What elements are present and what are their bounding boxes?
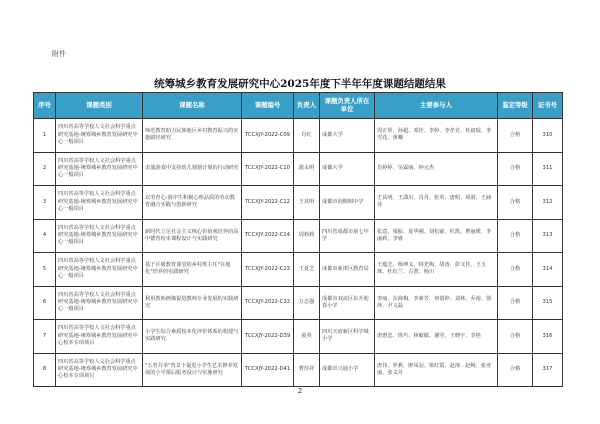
leader-unit: 四川天府新区科学城小学 xyxy=(320,320,375,354)
document-title: 统筹城乡教育发展研究中心2025年度下半年年度课题结题结果 xyxy=(154,78,446,90)
attachment-label: 附件 xyxy=(52,50,66,58)
project-leader: 晏英 xyxy=(294,320,320,354)
table-row xyxy=(34,320,563,354)
project-name: 小学生综合素质校本化评价体系的构建与实践研究 xyxy=(143,320,242,354)
table-body xyxy=(34,119,563,387)
row-number: 8 xyxy=(34,353,56,387)
project-code: TCCXJY-2022-C14 xyxy=(242,219,294,253)
evaluation-grade: 合格 xyxy=(498,286,533,320)
table-row xyxy=(34,286,563,320)
project-leader: 王夏芝 xyxy=(294,253,320,287)
certificate-number: 310 xyxy=(533,119,563,153)
results-table xyxy=(33,92,563,387)
leader-unit: 成都大学 xyxy=(320,152,375,186)
evaluation-grade: 合格 xyxy=(498,119,533,153)
project-category: 四川省高等学校人文社会科学重点研究基地-统筹城乡教育发展研究中心校本专项项目 xyxy=(56,353,143,387)
certificate-number: 313 xyxy=(533,219,563,253)
project-code: TCCXJY-2022-C09 xyxy=(242,119,294,153)
column-header: 课题名称 xyxy=(143,93,242,119)
column-header: 证书号 xyxy=(533,93,563,119)
leader-unit: 成都大学 xyxy=(320,119,375,153)
project-code: TCCXJY-2022-C12 xyxy=(242,186,294,220)
certificate-number: 316 xyxy=(533,320,563,354)
certificate-number: 315 xyxy=(533,286,563,320)
evaluation-grade: 合格 xyxy=(498,320,533,354)
project-category: 四川省高等学校人文社会科学重点研究基地-统筹城乡教育发展研究中心校本专项项目 xyxy=(56,320,143,354)
main-participants: 张意、梁振、夏华刚、刘松豪、杜凯、曹丽媛、李丽莉、李睿 xyxy=(375,219,498,253)
table-row xyxy=(34,152,563,186)
project-name: 利用教师画像促进教师专业发展的实践研究 xyxy=(143,286,242,320)
leader-unit: 成都市泡桐树中学 xyxy=(320,186,375,220)
column-header: 主要参与人 xyxy=(375,93,498,119)
project-name: 基于区级教育课堂的乡村班主任"在地化"培养的实践研究 xyxy=(143,253,242,287)
leader-unit: 四川省成都市第七中学 xyxy=(320,219,375,253)
row-number: 5 xyxy=(34,253,56,287)
evaluation-grade: 合格 xyxy=(498,353,533,387)
evaluation-grade: 合格 xyxy=(498,219,533,253)
project-category: 四川省高等学校人文社会科学重点研究基地-统筹城乡教育发展研究中心一般项目 xyxy=(56,253,143,287)
project-category: 四川省高等学校人文社会科学重点研究基地-统筹城乡教育发展研究中心一般项目 xyxy=(56,119,143,153)
row-number: 1 xyxy=(34,119,56,153)
certificate-number: 317 xyxy=(533,353,563,387)
leader-unit: 成都市兴通小学 xyxy=(320,353,375,387)
project-code: TCCXJY-2022-D39 xyxy=(242,320,294,354)
column-header: 负责人 xyxy=(294,93,320,119)
evaluation-grade: 合格 xyxy=(498,253,533,287)
table-row xyxy=(34,353,563,387)
main-participants: 王蕴芝、杨坤义、林光梅、胡涛、彭文佳、王玉珠、杜红兰、古蕾、杨川 xyxy=(375,253,498,287)
project-category: 四川省高等学校人文社会科学重点研究基地-统筹城乡教育发展研究中心一般项目 xyxy=(56,219,143,253)
table-row xyxy=(34,119,563,153)
project-leader: 万志强 xyxy=(294,286,320,320)
evaluation-grade: 合格 xyxy=(498,152,533,186)
evaluation-grade: 合格 xyxy=(498,186,533,220)
project-code: TCCXJY-2022-C33 xyxy=(242,286,294,320)
column-header: 课题负责人所在单位 xyxy=(320,93,375,119)
page-number: 2 xyxy=(297,387,303,395)
table-row xyxy=(34,186,563,220)
main-participants: 李丽、东海梅、李素芳、何倩婷、刘林、乔裕、徐萍、尹文磊 xyxy=(375,286,498,320)
project-name: 新时代立足社会主义核心价值观培养的高中德育校本课程设计与实践研究 xyxy=(143,219,242,253)
project-category: 四川省高等学校人文社会科学重点研究基地-统筹城乡教育发展研究中心一般项目 xyxy=(56,152,143,186)
leader-unit: 成都市双流区东升迎春小学 xyxy=(320,286,375,320)
table-header-row xyxy=(34,93,563,119)
main-participants: 肖婷婷、吴霖丽、钟元杰 xyxy=(375,152,498,186)
main-participants: 唐伟、罗燕、廖凤羽、梁红霞、赵淳、赵畅、张亚丽、张义丹 xyxy=(375,353,498,387)
table-row xyxy=(34,219,563,253)
row-number: 3 xyxy=(34,186,56,220)
project-code: TCCXJY-2022-C23 xyxy=(242,253,294,287)
column-header: 鉴定等级 xyxy=(498,93,533,119)
row-number: 2 xyxy=(34,152,56,186)
leader-unit: 成都市新津区教育局 xyxy=(320,253,375,287)
project-name: "五育并举"背景下促进小学生艺术修养发展的小学课后服务设计与实施研究 xyxy=(143,353,242,387)
project-leader: 肖红 xyxy=(294,119,320,153)
project-leader: 周莉莉 xyxy=(294,219,320,253)
project-leader: 蒲永明 xyxy=(294,152,320,186)
column-header: 序号 xyxy=(34,93,56,119)
project-name: 以劳育心·润中生积极心理品质的劳动教育融合实践与创新研究 xyxy=(143,186,242,220)
certificate-number: 312 xyxy=(533,186,563,220)
project-code: TCCXJY-2022-D41 xyxy=(242,353,294,387)
project-name: 师范教育助力民族地区乡村教育振兴的实施路径研究 xyxy=(143,119,242,153)
project-leader: 曹佳祥 xyxy=(294,353,320,387)
main-participants: 周正彤、孙超、邓佳、李婷、李孝竞、杜叙琨、李雪花、黄曦 xyxy=(375,119,498,153)
row-number: 6 xyxy=(34,286,56,320)
main-participants: 唐惠忠、徐巧、林敏敏、谢莹、王晓宇、李艳 xyxy=(375,320,498,354)
project-category: 四川省高等学校人文社会科学重点研究基地-统筹城乡教育发展研究中心一般项目 xyxy=(56,186,143,220)
row-number: 7 xyxy=(34,320,56,354)
column-header: 课题类别 xyxy=(56,93,143,119)
project-category: 四川省高等学校人文社会科学重点研究基地-统筹城乡教育发展研究中心一般项目 xyxy=(56,286,143,320)
certificate-number: 311 xyxy=(533,152,563,186)
main-participants: 王其明、王潇川、肖丹、张英、唐明、周润、王涵菲 xyxy=(375,186,498,220)
row-number: 4 xyxy=(34,219,56,253)
project-leader: 王其明 xyxy=(294,186,320,220)
project-code: TCCXJY-2022-C10 xyxy=(242,152,294,186)
column-header: 课题编号 xyxy=(242,93,294,119)
table-row xyxy=(34,253,563,287)
project-name: 表演游戏中支持幼儿刻划计划的行动研究 xyxy=(143,152,242,186)
certificate-number: 314 xyxy=(533,253,563,287)
